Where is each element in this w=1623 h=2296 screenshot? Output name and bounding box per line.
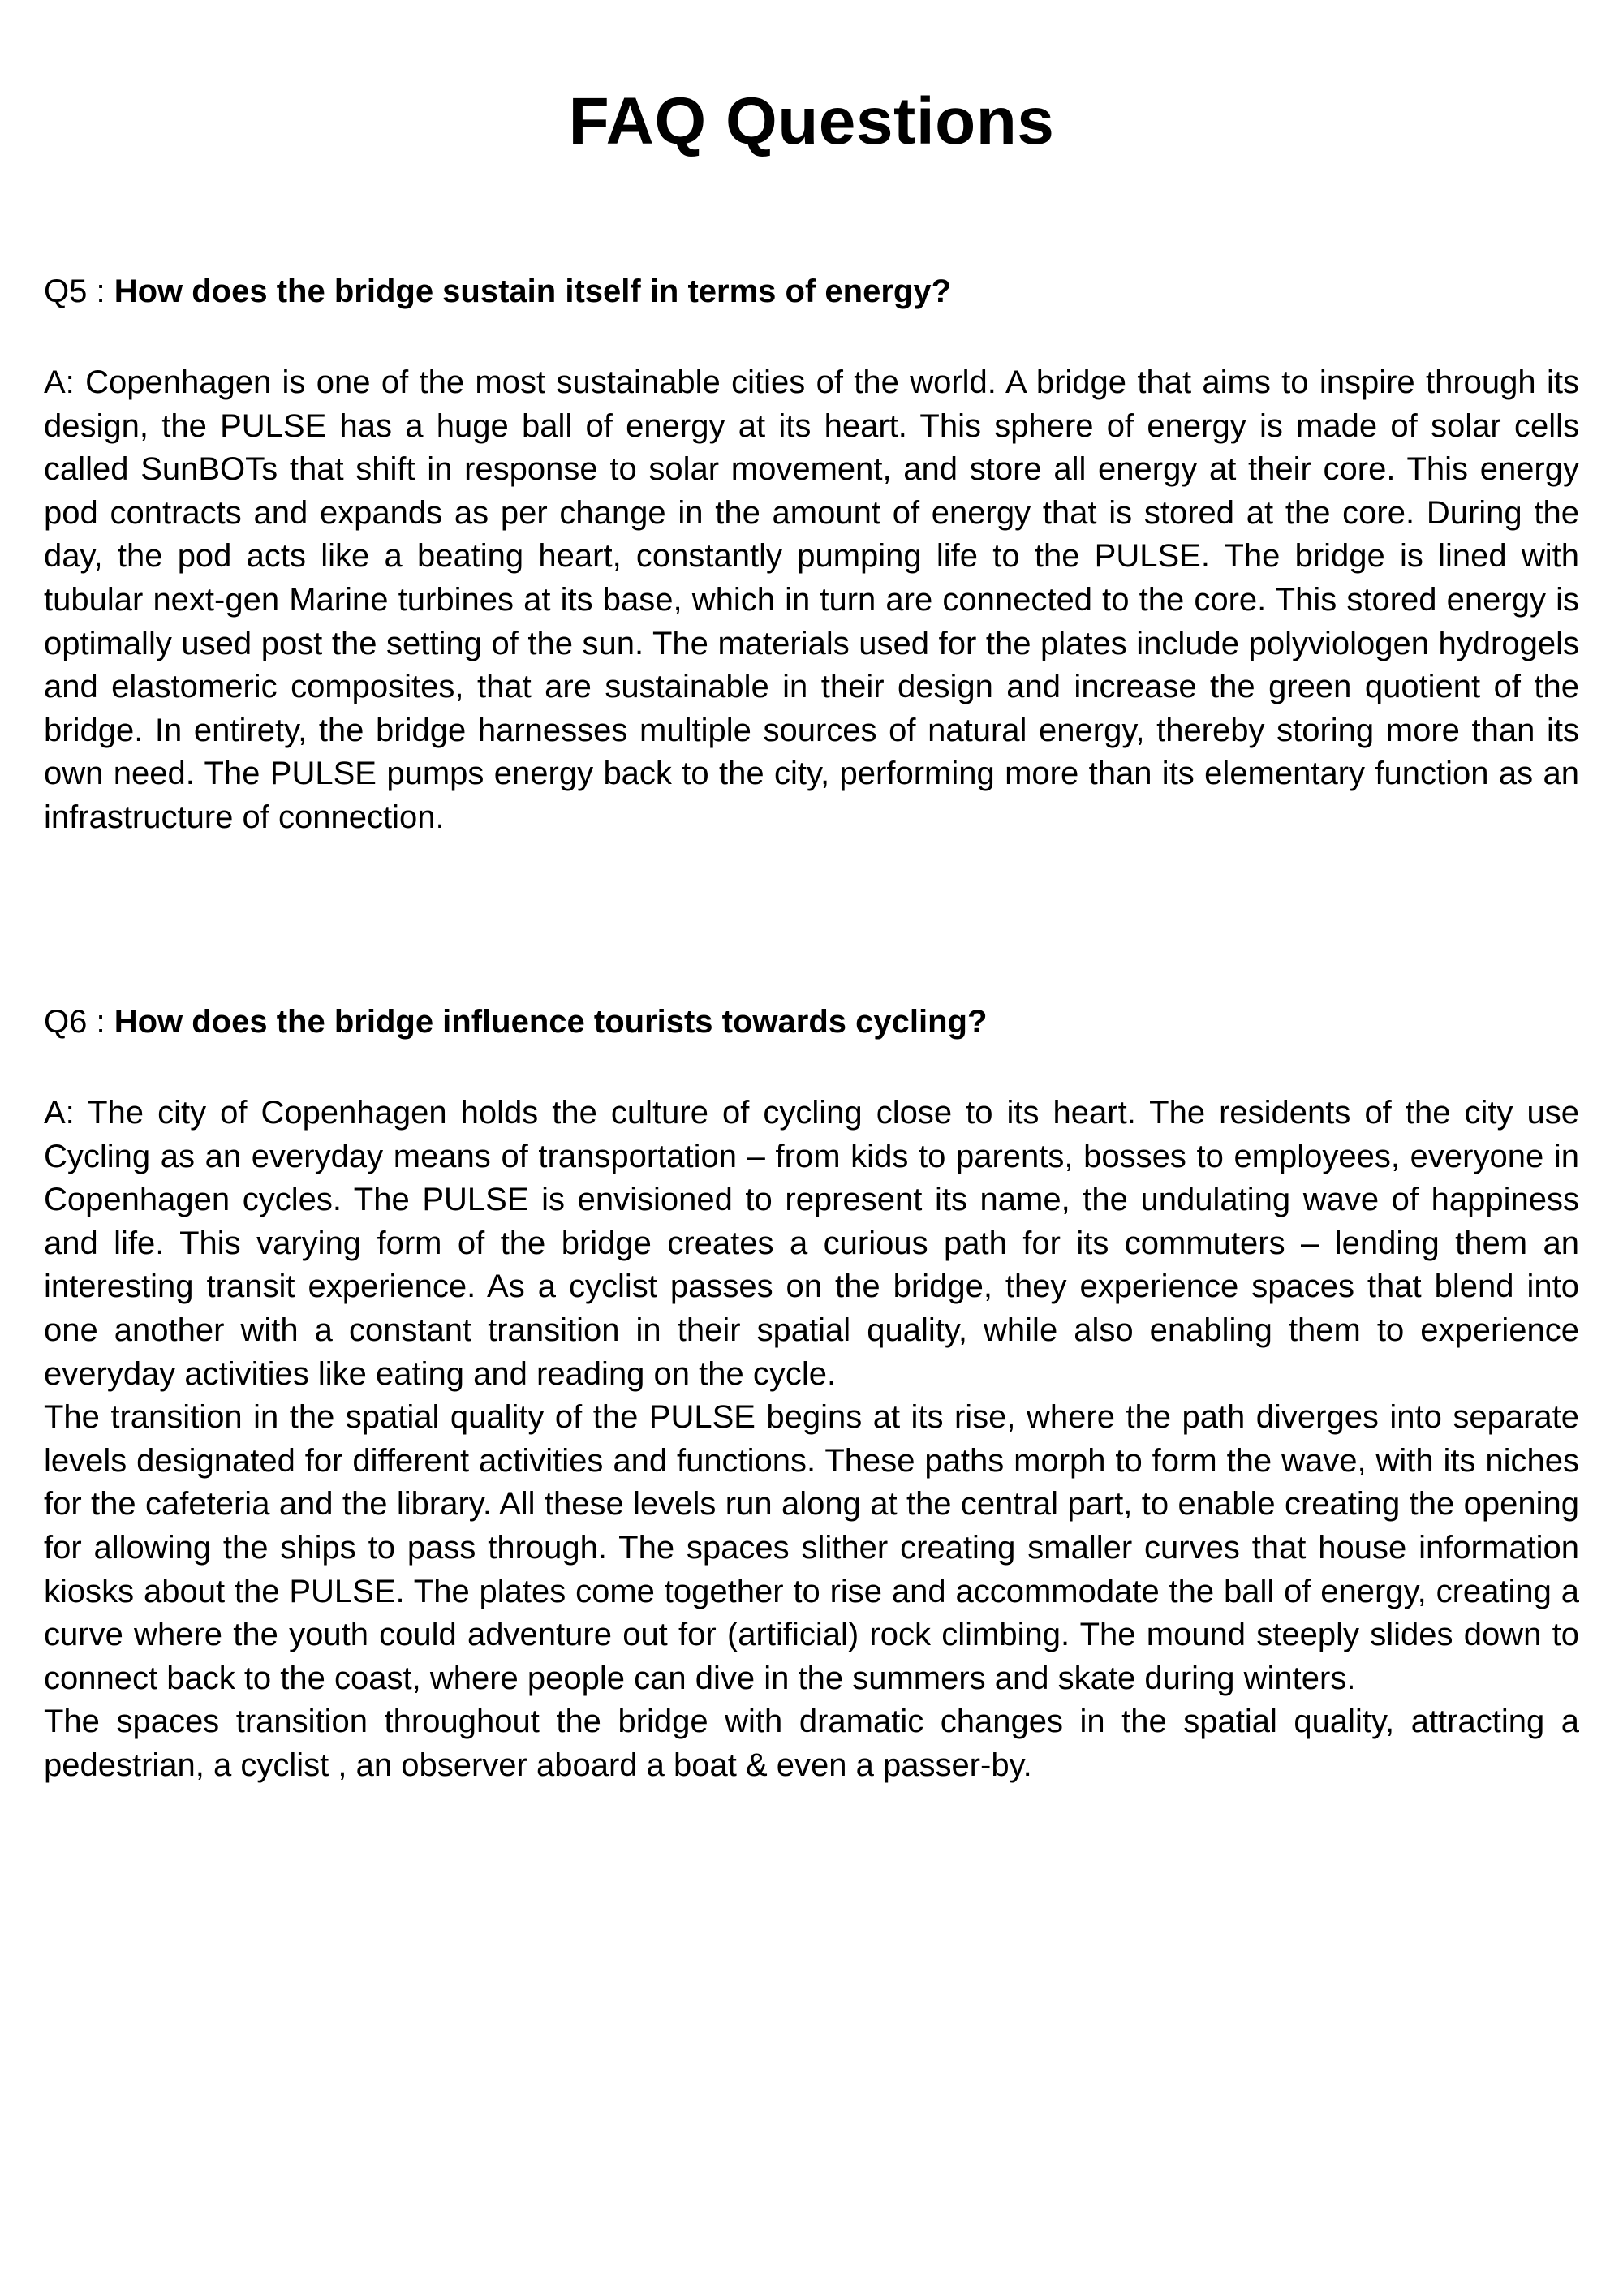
- faq-answer-6: [44, 1092, 1579, 1788]
- answer-paragraph: The transition in the spatial quality of the PULSE begins at its rise, where the path diverges into separate levels designated for different activities and functions. These paths morph to form the wave, with its niches for the cafeteria and the library. All these levels run along at the central part, to enable creating the opening for allowing the ships to pass through. The spaces slither creating smaller curves that house information kiosks about the PULSE. The plates come together to rise and accommodate the ball of energy, creating a curve where the youth could adventure out for (artificial) rock climbing. The mound steeply slides down to connect back to the coast, where people can dive in the summers and skate during winters.: [44, 1399, 1579, 1696]
- question-number: Q6 :: [44, 1004, 114, 1040]
- question-text: How does the bridge influence tourists towards cycling?: [114, 1004, 988, 1040]
- question-text: How does the bridge sustain itself in terms of energy?: [114, 274, 951, 309]
- question-line: [44, 269, 1579, 313]
- faq-question-6: [44, 1000, 1579, 1044]
- answer-paragraph: A: The city of Copenhagen holds the culture of cycling close to its heart. The residents of the city use Cycling as an everyday means of transportation – from kids to parents, bosses to employees, everyone in Copenhagen cycles. The PULSE is envisioned to represent its name, the undulating wave of happiness and life. This varying form of the bridge creates a curious path for its commuters – lending them an interesting transit experience. As a cyclist passes on the bridge, they experience spaces that blend into one another with a constant transition in their spatial quality, while also enabling them to experience everyday activities like eating and reading on the cycle.: [44, 1095, 1579, 1392]
- page-title: FAQ Questions: [568, 84, 1055, 158]
- faq-question-5: [44, 269, 1579, 313]
- question-line: [44, 1000, 1579, 1044]
- faq-answer-5: [44, 361, 1579, 840]
- question-number: Q5 :: [44, 274, 114, 309]
- answer-paragraph: The spaces transition throughout the bridge with dramatic changes in the spatial quality, attracting a pedestrian, a cyclist , an observer aboard a boat & even a passer-by.: [44, 1704, 1579, 1783]
- answer-paragraph: A: Copenhagen is one of the most sustainable cities of the world. A bridge that aims to inspire through its design, the PULSE has a huge ball of energy at its heart. This sphere of energy is made of solar cells called SunBOTs that shift in response to solar movement, and store all energy at their core. This energy pod contracts and expands as per change in the amount of energy that is stored at the core. During the day, the pod acts like a beating heart, constantly pumping life to the PULSE. The bridge is lined with tubular next-gen Marine turbines at its base, which in turn are connected to the core. This stored energy is optimally used post the setting of the sun. The materials used for the plates include polyviologen hydrogels and elastomeric composites, that are sustainable in their design and increase the green quotient of the bridge. In entirety, the bridge harnesses multiple sources of natural energy, thereby storing more than its own need. The PULSE pumps energy back to the city, performing more than its elementary function as an infrastructure of connection.: [44, 364, 1579, 835]
